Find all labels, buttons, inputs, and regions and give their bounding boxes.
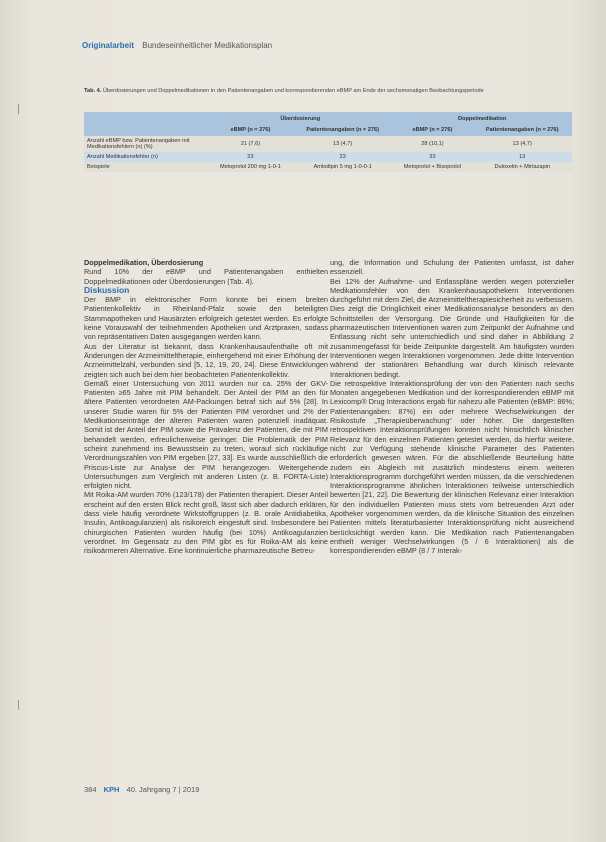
- sub-header-cell: eBMP (n = 276): [392, 125, 472, 136]
- table-cell: 23: [293, 152, 393, 162]
- table-group-header-row: [84, 112, 572, 125]
- row-label: Anzahl eBMP bzw. Patientenangaben mit Medikationsfehlern (n) (%): [84, 136, 208, 152]
- table-cell: 23: [208, 152, 293, 162]
- paragraph: Rund 10% der eBMP und Patientenangaben enthielten Doppelmedikationen oder Überdosierungen (Tab. 4).: [84, 267, 328, 286]
- binding-mark: [18, 104, 19, 114]
- table-cell: 21 (7,6): [208, 136, 293, 152]
- table-caption: [84, 88, 574, 96]
- paragraph: Die retrospektive Interaktionsprüfung der von den Patienten nach sechs Monaten angegebenen Medikation und der korrespondierenden eBMP mit Lexicomp® Drug Interactions ergab für nahezu alle Patienten (eBMP: 86%; Patientenangaben: 87%) ein oder mehrere Wechselwirkungen der Risikostufe „Therapieüberwachung“ oder höher. Die dargestellten retrospektiven Interaktionsprüfungen konnten nicht hinsichtlich klinischer Relevanz für den einzelnen Patienten getestet werden, da hierfür weitere, nicht zur Verfügung stehende klinische Parameter des Patienten erforderlich gewesen wären. Für die abschließende Beurteilung hätte zudem ein Abgleich mit zusätzlich mindestens einem weiteren Interaktionsprogramm durchgeführt werden müssen, da die verschiedenen Interaktionsprogramme ähnlichen Interaktionen teilweise unterschiedlich bewerten [21, 22]. Die Bewertung der klinischen Relevanz einer Interaktion für den individuellen Patienten muss stets vom betreuenden Arzt oder Apotheker vorgenommen werden, da die klinische Situation des einzelnen Patienten mittels literaturbasierter Interaktionsprüfung nicht ausreichend berücksichtigt werden kann. Die Medikation nach Patientenangaben enthielt weniger Wechselwirkungen (5 / 6 Interaktionen) als die korrespondierenden eBMP (8 / 7 Interak-: [330, 378, 574, 556]
- table-cell: 33: [392, 152, 472, 162]
- table-cell: 13: [472, 152, 572, 162]
- section-label: Originalarbeit: [82, 41, 135, 50]
- page-footer: [84, 785, 199, 794]
- paragraph: Bei 12% der Aufnahme- und Entlasspläne werden wegen potenzieller Medikationsfehler von den Krankenhausapothekern Interventionen durchgeführt mit dem Ziel, die Arzneimitteltherapiesicherheit zu verbessern. Dies zeigt die Dringlichkeit einer Medikationsanalyse besonders an den Schnittstellen der Versorgung. Die Gründe und Häufigkeiten für die pharmazeutischen Interventionen waren zum Zeitpunkt der Aufnahme und Entlassung nicht sehr unterschiedlich und sind daher in Abbildung 2 zusammengefasst für beide Zeitpunkte dargestellt. Am häufigsten wurden Interventionen wegen Interaktionen vorgenommen. Jede dritte Intervention während der stationären Behandlung war durch klinisch relevante Interaktionen bedingt.: [330, 276, 574, 379]
- group-header-overdose: Überdosierung: [208, 112, 392, 125]
- sub-header-cell: Patientenangaben (n = 276): [472, 125, 572, 136]
- left-column: [84, 258, 328, 556]
- paragraph: Der BMP in elektronischer Form konnte bei einem breiten Patientenkollektiv in Rheinland-Pfalz sowie den beteiligten Stammapotheken und Hausärzten erfolgreich getestet werden. Es erfolgte keine Vorauswahl der teilnehmenden Apotheken und Arztpraxen, sodass von repräsentativen Daten ausgegangen werden kann.: [84, 295, 328, 342]
- table-caption-text: Überdosierungen und Doppelmedikationen in den Patientenangaben und korrespondierenden eBMP am Ende der sechsmonatigen Beobachtungsperiode: [102, 88, 484, 94]
- table-cell: 13 (4,7): [472, 136, 572, 152]
- table-cell: Metoprolol 200 mg 1-0-1: [208, 162, 293, 172]
- running-header: [82, 41, 272, 50]
- table-row: [84, 136, 572, 152]
- table-sub-corner-cell: [84, 125, 208, 136]
- paragraph: Aus der Literatur ist bekannt, dass Krankenhausaufenthalte oft mit Änderungen der Arzneimitteltherapie, einhergehend mit einer Erhöhung der Arzneimittelzahl, verbunden sind [5, 12, 19, 20, 24]. Diese Entwicklungen zeigten sich auch bei dem hier beobachteten Patientenkollektiv.: [84, 341, 328, 379]
- table-cell: 13 (4,7): [293, 136, 393, 152]
- table-cell: Amlodipin 5 mg 1-0-0-1: [293, 162, 393, 172]
- table-caption-label: Tab. 4.: [84, 88, 102, 94]
- table-corner-cell: [84, 112, 208, 125]
- section-heading-discussion: Diskussion: [84, 284, 130, 295]
- page-number: 384: [84, 785, 97, 794]
- paragraph: ung, die Information und Schulung der Patienten umfasst, ist daher essenziell.: [330, 258, 574, 277]
- paragraph: Mit Roika-AM wurden 70% (123/178) der Patienten therapiert. Dieser Anteil erscheint auf den ersten Blick recht groß, lässt sich aber dadurch erklären, dass viele häufig verordnete Wirkstoffgruppen (z. B. orale Antidiabetika, Insulin, Antikoagulanzien) als risikoreich eingestuft sind. Insbesondere bei chirurgischen Patienten wurden häufig (bei 10%) Antikoagulanzien verordnet. Im Gegensatz zu den PIM gibt es für Roika-AM als keine risikoärmeren Alternative. Eine kontinuierliche pharmazeutische Betreu-: [84, 490, 328, 556]
- binding-mark: [18, 700, 19, 710]
- table-row: [84, 162, 572, 172]
- right-column: [330, 258, 574, 556]
- table-sub-header-row: [84, 125, 572, 136]
- row-label: Anzahl Medikationsfehler (n): [84, 152, 208, 162]
- subsection-heading: Doppelmedikation, Überdosierung: [84, 258, 204, 267]
- row-label: Beispiele: [84, 162, 208, 172]
- results-table: [84, 112, 572, 172]
- table-row: [84, 152, 572, 162]
- topic-label: Bundeseinheitlicher Medikationsplan: [142, 41, 273, 50]
- table-cell: Metoprolol + Bisoprolol: [392, 162, 472, 172]
- paragraph: Gemäß einer Untersuchung von 2011 wurden nur ca. 25% der GKV-Patienten ≥65 Jahre mit PIM behandelt. Der Anteil der PIM an den für ältere Patienten verordneten AM-Packungen betraf sich auf 5% [28]. In unserer Studie waren für 5% der Patienten PIM verordnet und 2% der Medikationseinträge der älteren Patienten waren potenziell inadäquat. Somit ist der Anteil der PIM sowie die Prävalenz der Patienten, die mit PIM behandelt werden, erfreulicherweise geringer. Die Problematik der PIM scheint zunehmend ins Bewusstsein zu treten, worauf sich rückläufige Verordnungszahlen von PIM ergeben [27, 33]. Es wurde ausschließlich die Priscus-Liste zur Analyse der PIM herangezogen. Weitergehende Untersuchungen zum Vergleich mit anderen Listen (z. B. FORTA-Liste) erfolgten nicht.: [84, 378, 328, 491]
- group-header-double-medication: Doppelmedikation: [392, 112, 572, 125]
- sub-header-cell: eBMP (n = 276): [208, 125, 293, 136]
- sub-header-cell: Patientenangaben (n = 276): [293, 125, 393, 136]
- journal-issue: 40. Jahrgang 7 | 2019: [126, 785, 200, 794]
- table-cell: Duloxetin + Mirtazapin: [472, 162, 572, 172]
- journal-brand: KPH: [103, 785, 120, 794]
- table-cell: 28 (10,1): [392, 136, 472, 152]
